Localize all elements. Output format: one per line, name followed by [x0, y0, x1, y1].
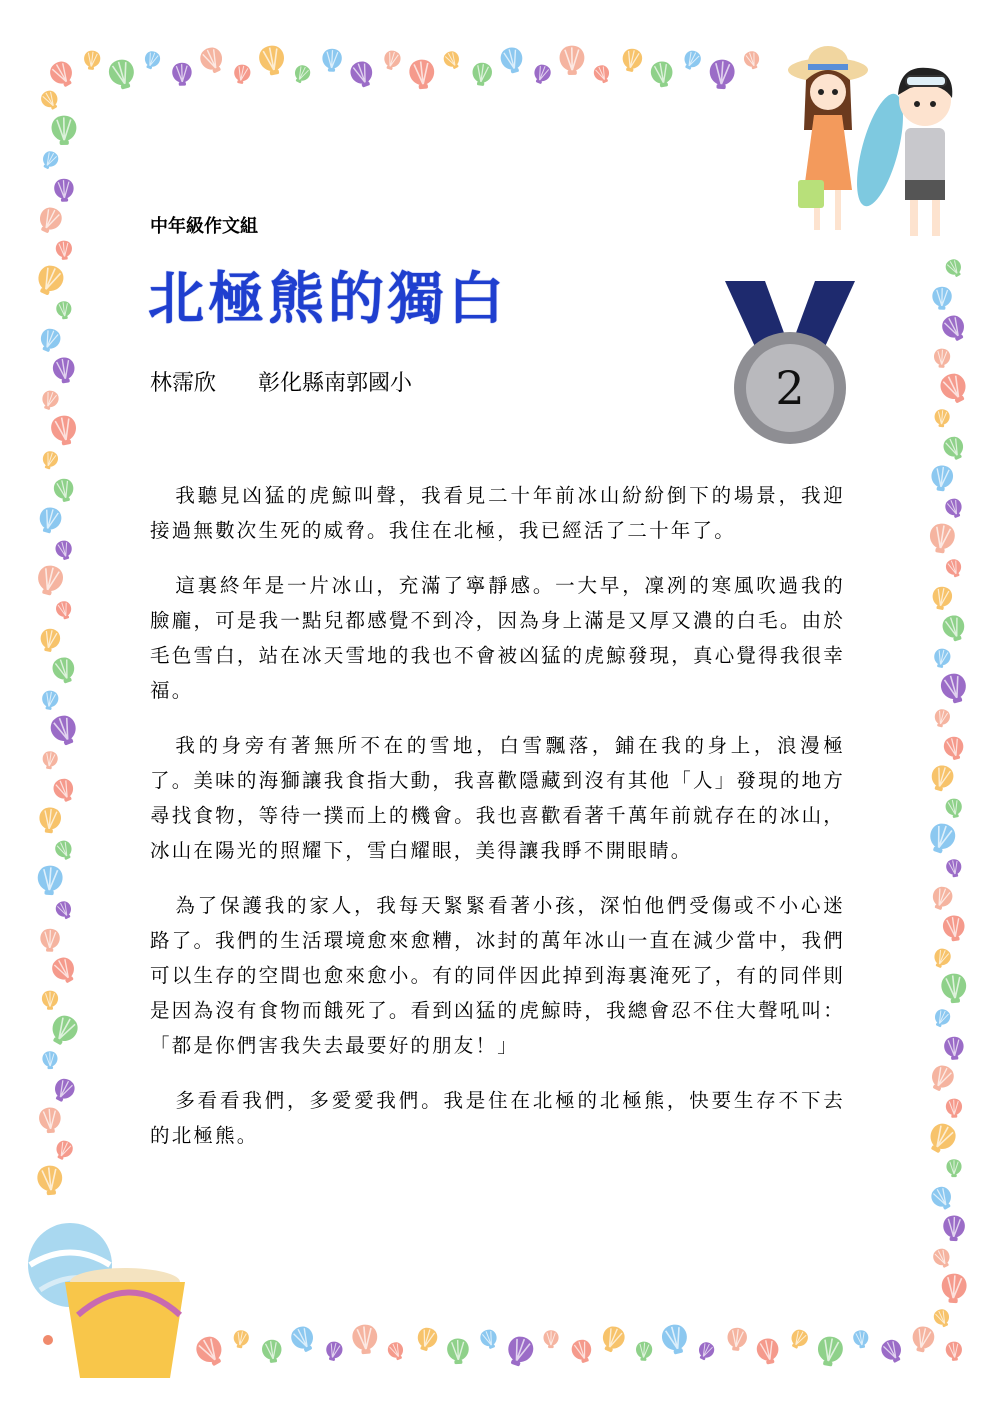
seashell-icon	[680, 48, 703, 72]
seashell-icon	[38, 806, 62, 834]
seashell-icon	[324, 1340, 344, 1362]
seashell-icon	[54, 539, 75, 562]
seashell-icon	[930, 464, 955, 492]
seashell-icon	[726, 1327, 748, 1352]
essay-body	[150, 478, 845, 1173]
seashell-icon	[40, 689, 59, 711]
seashell-icon	[910, 1324, 937, 1354]
seashell-icon	[943, 496, 965, 520]
seashell-icon	[50, 1076, 78, 1105]
seashell-icon	[322, 48, 343, 72]
seashell-icon	[83, 50, 101, 71]
seashell-icon	[937, 370, 972, 407]
seashell-icon	[447, 1338, 469, 1364]
seashell-icon	[38, 88, 62, 113]
seashell-icon	[931, 1246, 954, 1270]
seashell-icon	[42, 991, 58, 1010]
seashell-icon	[592, 63, 613, 85]
beach-kids-illustration-icon	[780, 40, 980, 250]
seashell-icon	[471, 62, 493, 87]
seashell-icon	[38, 627, 62, 653]
seashell-icon	[742, 49, 762, 71]
seashell-icon	[755, 1337, 781, 1366]
essay-paragraph-1: 我聽見凶猛的虎鯨叫聲，我看見二十年前冰山紛紛倒下的場景，我迎接過無數次生死的威脅。我住在北極，我已經活了二十年了。	[150, 484, 845, 542]
seashell-icon	[815, 1335, 845, 1368]
seashell-icon	[36, 505, 64, 535]
seashell-icon	[941, 1273, 968, 1304]
seashell-icon	[946, 1098, 963, 1118]
seashell-icon	[635, 1341, 652, 1361]
seashell-icon	[441, 49, 463, 72]
seashell-icon	[944, 557, 964, 579]
seashell-icon	[925, 820, 958, 856]
seashell-icon	[53, 838, 76, 862]
seashell-icon	[46, 58, 77, 91]
seashell-icon	[940, 613, 968, 644]
seashell-icon	[288, 1323, 319, 1356]
seashell-icon	[924, 1119, 960, 1157]
seashell-icon	[142, 49, 163, 71]
seashell-icon	[945, 1341, 963, 1362]
seashell-icon	[39, 149, 61, 172]
seashell-icon	[53, 1138, 76, 1162]
seashell-icon	[55, 240, 73, 260]
seashell-icon	[408, 58, 436, 90]
seashell-icon	[926, 1062, 957, 1095]
seashell-icon	[852, 1329, 870, 1349]
seashell-icon	[927, 522, 956, 555]
seashell-icon	[41, 750, 58, 770]
seashell-icon	[51, 776, 78, 805]
seashell-icon	[543, 1330, 558, 1348]
beach-bucket-illustration-icon	[20, 1220, 190, 1380]
seashell-icon	[942, 735, 966, 762]
seashell-icon	[257, 44, 287, 78]
seashell-icon	[928, 1183, 956, 1212]
seashell-icon	[51, 356, 76, 385]
seashell-icon	[54, 178, 75, 202]
seashell-icon	[695, 1340, 716, 1363]
seashell-icon	[34, 563, 65, 597]
seashell-icon	[938, 671, 970, 706]
seashell-icon	[49, 414, 79, 448]
seashell-icon	[934, 409, 951, 428]
seashell-icon	[559, 45, 584, 75]
seashell-icon	[709, 59, 736, 90]
essay-paragraph-5: 多看看我們，多愛愛我們。我是住在北極的北極熊，快要生存不下去的北極熊。	[150, 1089, 845, 1147]
seashell-icon	[932, 647, 952, 669]
seashell-icon	[54, 599, 74, 620]
seashell-icon	[787, 1327, 810, 1352]
seashell-icon	[51, 115, 76, 145]
seashell-icon	[649, 60, 675, 89]
seashell-icon	[931, 1307, 952, 1330]
seashell-icon	[46, 1011, 82, 1049]
author-school: 彰化縣南郭國小	[258, 371, 413, 396]
seashell-icon	[943, 257, 965, 280]
seashell-icon	[503, 1333, 536, 1369]
seashell-icon	[40, 449, 60, 471]
seashell-icon	[38, 1107, 61, 1134]
seashell-icon	[940, 972, 968, 1004]
seashell-icon	[932, 708, 951, 729]
seashell-icon	[381, 49, 402, 72]
seashell-icon	[53, 899, 75, 922]
seashell-icon	[55, 300, 72, 320]
seashell-icon	[106, 57, 138, 92]
seashell-icon	[928, 763, 956, 794]
seashell-icon	[348, 59, 377, 90]
seashell-icon	[931, 1007, 952, 1030]
seashell-icon	[932, 287, 952, 310]
seashell-icon	[531, 62, 553, 86]
seashell-icon	[620, 47, 644, 74]
seashell-icon	[232, 63, 252, 85]
seashell-icon	[939, 312, 970, 345]
seashell-icon	[351, 1324, 378, 1355]
seashell-icon	[659, 1322, 691, 1357]
essay-paragraph-4: 為了保護我的家人，我每天緊緊看著小孩，深怕他們受傷或不小心迷路了。我們的生活環境愈來愈糟，冰封的萬年冰山一直在減少當中，我們可以生存的空間也愈來愈小。有的同伴因此掉到海裏淹死了，有的同伴則是因為沒有食物而餓死了。看到凶猛的虎鯨時，我總會忍不住大聲吼叫：「都是你們害我失去最要好的朋友！」	[150, 894, 845, 1057]
seashell-icon	[39, 388, 61, 412]
seashell-icon	[944, 1036, 965, 1060]
author-line	[150, 366, 412, 397]
seashell-icon	[37, 326, 64, 355]
seashell-icon	[37, 865, 64, 896]
seashell-icon	[40, 928, 60, 952]
seashell-icon	[261, 1339, 283, 1364]
seashell-icon	[944, 797, 964, 819]
seashell-icon	[36, 1164, 64, 1196]
seashell-icon	[48, 954, 79, 987]
seashell-icon	[945, 858, 963, 878]
seashell-icon	[386, 1340, 407, 1362]
author-name: 林霈欣	[150, 371, 217, 396]
essay-paragraph-3: 我的身旁有著無所不在的雪地，白雪飄落，鋪在我的身上，浪漫極了。美味的海獅讓我食指大動，我喜歡隱藏到沒有其他「人」發現的地方尋找食物，等待一撲而上的機會。我也喜歡看著千萬年前就存在的冰山，冰山在陽光的照耀下，雪白耀眼，美得讓我睜不開眼睛。	[150, 734, 845, 862]
seashell-icon	[192, 1332, 228, 1370]
seashell-icon	[569, 1337, 595, 1365]
seashell-icon	[172, 62, 192, 86]
seashell-icon	[42, 1051, 58, 1069]
seashell-icon	[598, 1323, 628, 1355]
seashell-icon	[933, 348, 950, 368]
seashell-icon	[33, 262, 68, 299]
seashell-icon	[50, 655, 79, 686]
seashell-icon	[941, 434, 968, 463]
seashell-icon	[35, 204, 66, 236]
essay-title: 北極熊的獨白	[148, 267, 508, 332]
seashell-icon	[878, 1337, 906, 1366]
seashell-icon	[232, 1329, 250, 1349]
seashell-icon	[414, 1325, 439, 1353]
seashell-icon	[291, 63, 312, 86]
seashell-icon	[931, 946, 953, 970]
seashell-icon	[929, 884, 955, 912]
seashell-icon	[478, 1327, 500, 1351]
seashell-icon	[197, 44, 227, 76]
medal-rank: 2	[775, 361, 805, 415]
seashell-icon	[47, 712, 81, 748]
seashell-icon	[946, 1159, 961, 1177]
second-place-medal-icon	[720, 276, 860, 446]
seashell-icon	[943, 1215, 965, 1241]
seashell-icon	[942, 914, 967, 942]
seashell-icon	[930, 585, 953, 611]
essay-paragraph-2: 這裏終年是一片冰山，充滿了寧靜感。一大早，凜冽的寒風吹過我的臉龐，可是我一點兒都感覺不到冷，因為身上滿是又厚又濃的白毛。由於毛色雪白，站在冰天雪地的我也不會被凶猛的虎鯨發現，真心覺得我很幸福。	[150, 574, 845, 702]
category-label: 中年級作文組	[150, 216, 258, 237]
seashell-icon	[52, 477, 76, 504]
seashell-icon	[498, 45, 525, 75]
